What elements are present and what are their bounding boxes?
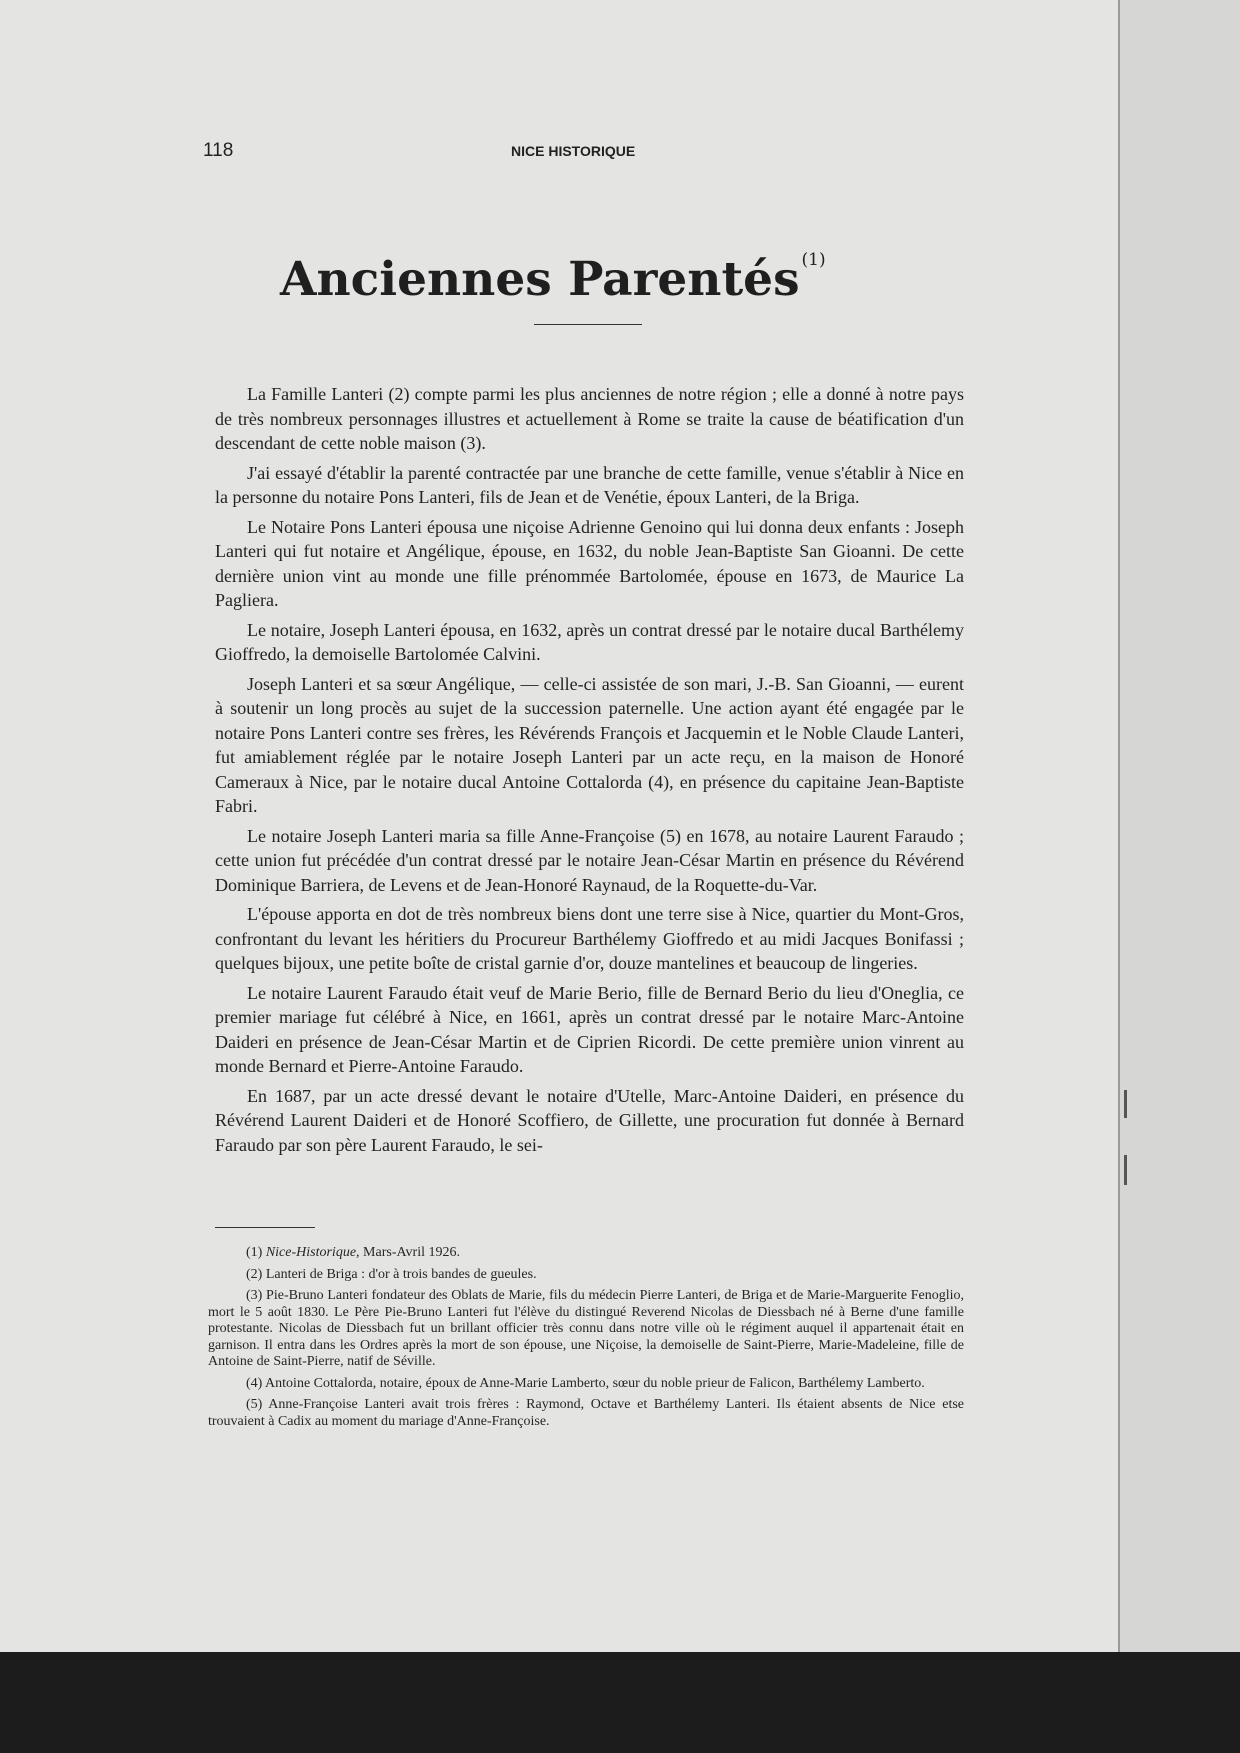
footnote-3: (3) Pie-Bruno Lanteri fondateur des Oblats de Marie, fils du médecin Pierre Lanteri, de Briga et de Marie-Marguerite Fenoglio, mort le 5 août 1830. Le Père Pie-Bruno Lanteri fut l'élève du distingué Reverend Nicolas de Diessbach né à Berne d'une famille protestante. Nicolas de Diessbach fut un brillant officier très connu dans notre ville où le régiment auquel il appartenait était en garnison. Il entra dans les Ordres après la mort de son épouse, une Niçoise, la demoiselle de Saint-Pierre, Marie-Madeleine, fille de Antoine de Saint-Pierre, natif de Séville. xyxy=(208,1288,964,1369)
running-head: NICE HISTORIQUE xyxy=(511,143,636,159)
page-header xyxy=(203,140,843,164)
paragraph: Le notaire Laurent Faraudo était veuf de Marie Berio, fille de Bernard Berio du lieu d'Oneglia, ce premier mariage fut célébré à Nice, en 1661, après un contrat dressé par le notaire Marc-Antoine Daideri en présence de Jean-César Martin et de Ciprien Ricordi. De cette première union vinrent au monde Bernard et Pierre-Antoine Faraudo. xyxy=(215,982,964,1076)
paragraph: L'épouse apporta en dot de très nombreux biens dont une terre sise à Nice, quartier du Mont-Gros, confrontant du levant les héritiers du Procureur Barthélemy Gioffredo et au midi Jacques Bonifassi ; quelques bijoux, une petite boîte de cristal garnie d'or, douze mantelines et beaucoup de lingeries. xyxy=(215,904,964,973)
footnote-5: (5) Anne-Françoise Lanteri avait trois frères : Raymond, Octave et Barthélemy Lanteri. Ils étaient absents de Nice etse trouvaient à Cadix au moment du mariage d'Anne-Françoise. xyxy=(208,1397,964,1429)
paragraph: En 1687, par un acte dressé devant le notaire d'Utelle, Marc-Antoine Daideri, en présence du Révérend Laurent Daideri et de Honoré Scoffiero, de Gillette, une procuration fut donnée à Bernard Faraudo par son père Laurent Faraudo, le sei- xyxy=(215,1085,964,1155)
article-title-text: Anciennes Parentés xyxy=(280,252,800,307)
paragraph: Le notaire Joseph Lanteri maria sa fille Anne-Françoise (5) en 1678, au notaire Laurent Faraudo ; cette union fut précédée d'un contrat dressé par le notaire Jean-César Martin en présence du Révérend Dominique Barriera, de Levens et de Jean-Honoré Raynaud, de la Roquette-du-Var. xyxy=(215,825,964,895)
paragraph: Joseph Lanteri et sa sœur Angélique, — celle-ci assistée de son mari, J.-B. San Gioanni, — eurent à soutenir un long procès au sujet de la succession paternelle. Une action ayant été engagée par le notaire Pons Lanteri contre ses frères, les Révérends François et Jacquemin et le Noble Claude Lanteri, fut amiablement réglée par le notaire Joseph Lanteri par un acte reçu, en la maison de Honoré Cameraux à Nice, par le notaire ducal Antoine Cottalorda (4), en présence du capitaine Jean-Baptiste Fabri. xyxy=(215,673,964,816)
adjacent-page-edge xyxy=(1118,0,1240,1652)
footnote-1-source: Nice-Historique xyxy=(265,1245,357,1260)
footnote-1 xyxy=(208,1245,964,1262)
page-edge-mark xyxy=(1124,1090,1127,1118)
paragraph: J'ai essayé d'établir la parenté contractée par une branche de cette famille, venue s'établir à Nice en la personne du notaire Pons Lanteri, fils de Jean et de Venétie, époux Lanteri, de la Briga. xyxy=(215,462,964,507)
article-body xyxy=(215,382,964,1162)
title-divider xyxy=(534,324,642,325)
footnote-1-mark: (1) xyxy=(246,1245,263,1260)
footnote-1-rest: , Mars-Avril 1926. xyxy=(356,1245,460,1260)
article-title xyxy=(280,252,826,307)
paragraph: La Famille Lanteri (2) compte parmi les plus anciennes de notre région ; elle a donné à notre pays de très nombreux personnages illustres et actuellement à Rome se traite la cause de béatification d'un descendant de cette noble maison (3). xyxy=(215,384,964,453)
footnote-divider xyxy=(215,1227,315,1228)
page-edge-mark xyxy=(1124,1155,1127,1185)
footnote-2: (2) Lanteri de Briga : d'or à trois bandes de gueules. xyxy=(246,1266,537,1282)
title-footnote-mark: (1) xyxy=(801,250,826,270)
footnotes xyxy=(208,1245,964,1435)
page-number: 118 xyxy=(203,140,234,161)
paragraph: Le notaire, Joseph Lanteri épousa, en 1632, après un contrat dressé par le notaire ducal Barthélemy Gioffredo, la demoiselle Bartolomée Calvini. xyxy=(215,619,964,664)
paragraph: Le Notaire Pons Lanteri épousa une niçoise Adrienne Genoino qui lui donna deux enfants : Joseph Lanteri qui fut notaire et Angélique, épouse, en 1632, du noble Jean-Baptiste San Gioanni. De cette dernière union vint au monde une fille prénommée Bartolomée, épouse en 1673, de Maurice La Pagliera. xyxy=(215,516,964,610)
footnote-4: (4) Antoine Cottalorda, notaire, époux de Anne-Marie Lamberto, sœur du noble prieur de Falicon, Barthélemy Lamberto. xyxy=(246,1375,925,1391)
